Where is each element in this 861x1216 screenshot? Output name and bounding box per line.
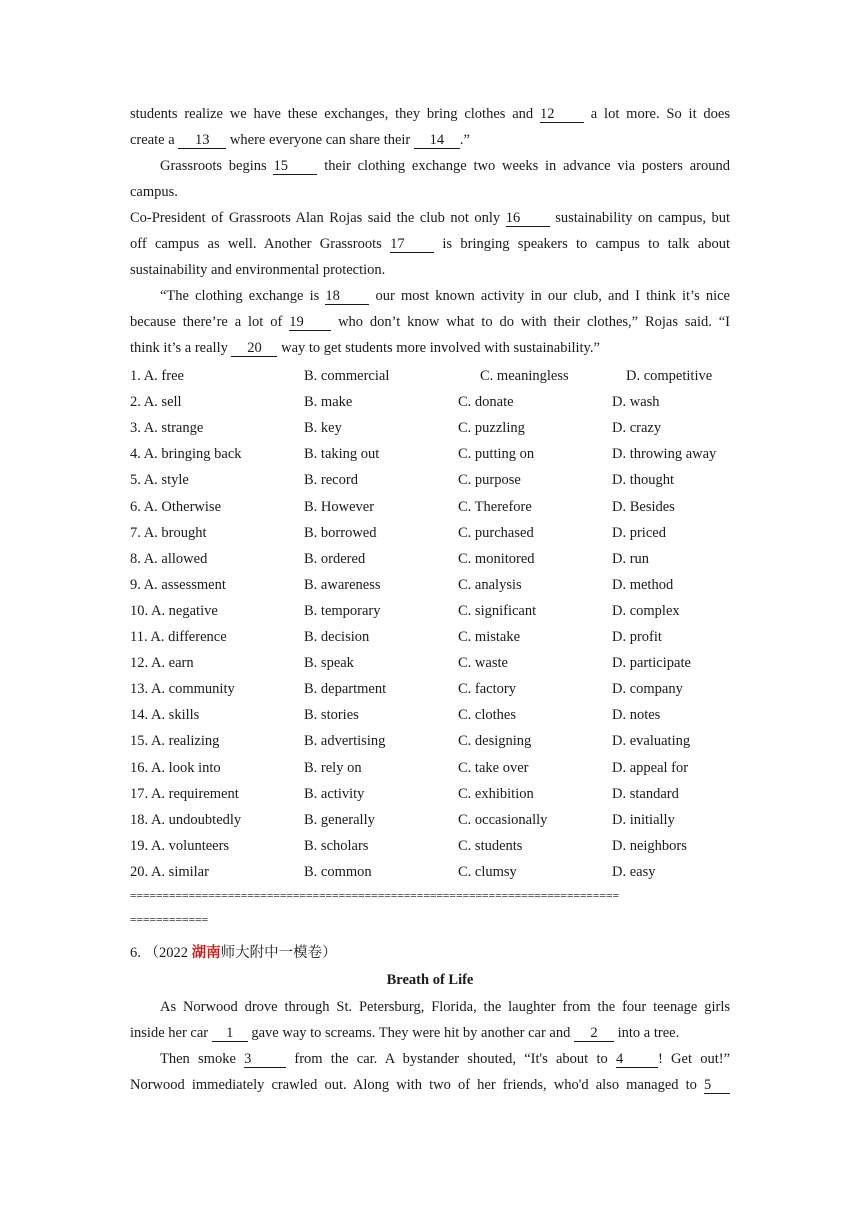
passage-line: As Norwood drove through St. Petersburg, Florida, the laughter from the four teenage girls [160, 999, 730, 1015]
blank-5: 5 [704, 1078, 730, 1094]
option-c: C. waste [458, 655, 508, 672]
option-a: 12. A. earn [130, 655, 194, 672]
option-a: 13. A. community [130, 681, 235, 698]
passage-line [130, 287, 730, 305]
option-b: B. record [304, 472, 358, 489]
text: from the car. A bystander shouted, “It's about to [286, 1051, 616, 1067]
blank-4: 4 [616, 1052, 658, 1068]
option-a: 1. A. free [130, 368, 184, 384]
option-c: C. Therefore [458, 498, 532, 515]
passage-line [130, 339, 730, 357]
option-b: B. activity [304, 785, 365, 802]
passage-line: sustainability and environmental protection. [130, 262, 386, 278]
option-a: 18. A. undoubtedly [130, 811, 242, 828]
option-d: D. standard [612, 785, 679, 802]
blank-12: 12 [540, 107, 584, 123]
option-row [130, 576, 730, 594]
option-row [130, 393, 730, 411]
option-c: C. designing [458, 733, 532, 750]
question-source [130, 944, 730, 962]
option-d: D. complex [612, 602, 680, 619]
option-row [130, 811, 730, 829]
option-b: B. ordered [304, 550, 366, 567]
option-c: C. putting on [458, 446, 535, 463]
option-c: C. significant [458, 602, 537, 619]
passage-line [130, 1076, 730, 1094]
option-row [130, 367, 730, 385]
option-d: D. company [612, 681, 683, 698]
option-row [130, 785, 730, 803]
option-d: D. profit [612, 629, 662, 645]
option-b: B. department [304, 681, 387, 698]
region-highlight: 湖南 [191, 945, 221, 961]
text: where everyone can share their [226, 132, 414, 148]
option-row [130, 759, 730, 777]
option-d: D. priced [612, 524, 666, 541]
passage-line [130, 157, 730, 175]
option-c: C. clumsy [458, 863, 517, 880]
option-b: B. generally [304, 811, 375, 828]
option-b: B. temporary [304, 602, 381, 619]
text: Then smoke [160, 1051, 245, 1067]
option-c: C. puzzling [458, 420, 525, 437]
text: off campus as well. Another Grassroots [130, 236, 391, 252]
option-a: 14. A. skills [130, 707, 200, 724]
option-a: 15. A. realizing [130, 733, 220, 750]
option-d: D. Besides [612, 498, 675, 515]
option-c: C. occasionally [458, 811, 548, 828]
text: 师大附中一模卷） [220, 945, 337, 961]
text: .” [459, 132, 470, 148]
option-b: B. speak [304, 655, 354, 672]
text: our most known activity in our club, and I think it’s nice [369, 288, 730, 304]
text: create a [130, 132, 179, 148]
text: Grassroots begins [160, 158, 274, 174]
text: sustainability on campus, but [549, 210, 731, 226]
option-c: C. meaningless [480, 368, 569, 384]
option-a: 5. A. style [130, 472, 189, 489]
blank-2: 2 [574, 1026, 614, 1042]
option-d: D. notes [612, 707, 661, 724]
option-d: D. thought [612, 472, 675, 489]
text: think it’s a really [130, 340, 232, 356]
option-b: B. commercial [304, 368, 390, 384]
blank-13: 13 [178, 133, 226, 149]
option-b: B. common [304, 863, 372, 880]
passage-line [130, 131, 730, 149]
option-a: 17. A. requirement [130, 785, 239, 802]
text: their clothing exchange two weeks in advance via posters around [317, 158, 730, 174]
text: a lot more. So it does [583, 106, 730, 122]
text: ! Get out!” [657, 1051, 731, 1067]
option-row [130, 654, 730, 672]
passage-line [130, 235, 730, 253]
text: Co-President of Grassroots Alan Rojas said the club not only [130, 210, 506, 226]
passage-line [130, 209, 730, 227]
passage-line [130, 105, 730, 123]
option-b: B. However [304, 498, 375, 515]
option-c: C. mistake [458, 629, 521, 645]
option-c: C. purchased [458, 524, 534, 541]
option-a: 6. A. Otherwise [130, 498, 222, 515]
text: is bringing speakers to campus to talk about [434, 236, 730, 252]
option-c: C. take over [458, 759, 529, 776]
option-a: 4. A. bringing back [130, 446, 242, 463]
option-row [130, 419, 730, 437]
passage-line [130, 313, 730, 331]
option-c: C. analysis [458, 576, 522, 593]
passage-line: campus. [130, 184, 178, 200]
option-a: 19. A. volunteers [130, 837, 230, 854]
passage-line [130, 1050, 730, 1068]
option-b: B. borrowed [304, 524, 377, 541]
option-row [130, 628, 730, 646]
option-a: 9. A. assessment [130, 576, 226, 593]
text: way to get students more involved with sustainability.” [277, 340, 600, 356]
option-c: C. clothes [458, 707, 516, 724]
option-b: B. awareness [304, 576, 381, 593]
option-d: D. appeal for [612, 759, 689, 776]
text: Norwood immediately crawled out. Along with two of her friends, who'd also managed to [130, 1077, 704, 1093]
blank-16: 16 [506, 211, 550, 227]
option-row [130, 732, 730, 750]
text: because there’re a lot of [130, 314, 290, 330]
passage-line [130, 1024, 730, 1042]
option-b: B. decision [304, 629, 370, 645]
option-d: D. initially [612, 811, 675, 828]
divider: =========================================================================== [130, 890, 620, 902]
blank-20: 20 [231, 341, 277, 357]
option-row [130, 550, 730, 568]
text: gave way to screams. They were hit by another car and [247, 1025, 574, 1041]
option-row [130, 524, 730, 542]
option-d: D. competitive [626, 368, 713, 384]
option-b: B. scholars [304, 837, 369, 854]
option-c: C. donate [458, 394, 514, 411]
option-d: D. participate [612, 655, 691, 672]
text: “The clothing exchange is [160, 288, 326, 304]
option-d: D. easy [612, 863, 656, 880]
option-d: D. throwing away [612, 446, 717, 463]
option-b: B. stories [304, 707, 359, 724]
text: who don’t know what to do with their clothes,” Rojas said. “I [331, 314, 731, 330]
option-c: C. exhibition [458, 785, 534, 802]
option-b: B. rely on [304, 759, 362, 776]
option-b: B. advertising [304, 733, 386, 750]
option-d: D. neighbors [612, 837, 687, 854]
option-row [130, 863, 730, 881]
blank-1: 1 [212, 1026, 248, 1042]
option-a: 11. A. difference [130, 629, 227, 645]
blank-17: 17 [390, 237, 434, 253]
option-row [130, 680, 730, 698]
option-d: D. wash [612, 394, 660, 411]
option-c: C. students [458, 837, 523, 854]
text: 6. （2022 [130, 945, 192, 961]
passage-title: Breath of Life [386, 972, 474, 988]
blank-18: 18 [325, 289, 369, 305]
text: into a tree. [614, 1025, 680, 1041]
option-a: 20. A. similar [130, 863, 209, 880]
option-a: 3. A. strange [130, 420, 204, 437]
blank-14: 14 [414, 133, 460, 149]
option-a: 16. A. look into [130, 759, 221, 776]
text: inside her car [130, 1025, 212, 1041]
option-c: C. purpose [458, 472, 521, 489]
option-b: B. make [304, 394, 353, 411]
option-d: D. method [612, 576, 674, 593]
blank-19: 19 [289, 315, 331, 331]
option-a: 10. A. negative [130, 602, 218, 619]
option-a: 2. A. sell [130, 394, 182, 411]
option-a: 7. A. brought [130, 524, 207, 541]
text: students realize we have these exchanges, they bring clothes and [130, 106, 540, 122]
option-b: B. taking out [304, 446, 380, 463]
blank-15: 15 [273, 159, 317, 175]
option-row [130, 706, 730, 724]
option-row [130, 471, 730, 489]
option-b: B. key [304, 420, 342, 437]
option-a: 8. A. allowed [130, 550, 208, 567]
option-c: C. monitored [458, 550, 535, 567]
option-d: D. run [612, 550, 650, 567]
option-d: D. evaluating [612, 733, 691, 750]
option-c: C. factory [458, 681, 516, 698]
option-row [130, 602, 730, 620]
option-row [130, 498, 730, 516]
option-row [130, 837, 730, 855]
option-row [130, 445, 730, 463]
blank-3: 3 [244, 1052, 286, 1068]
option-d: D. crazy [612, 420, 662, 437]
divider: ============ [130, 914, 209, 926]
